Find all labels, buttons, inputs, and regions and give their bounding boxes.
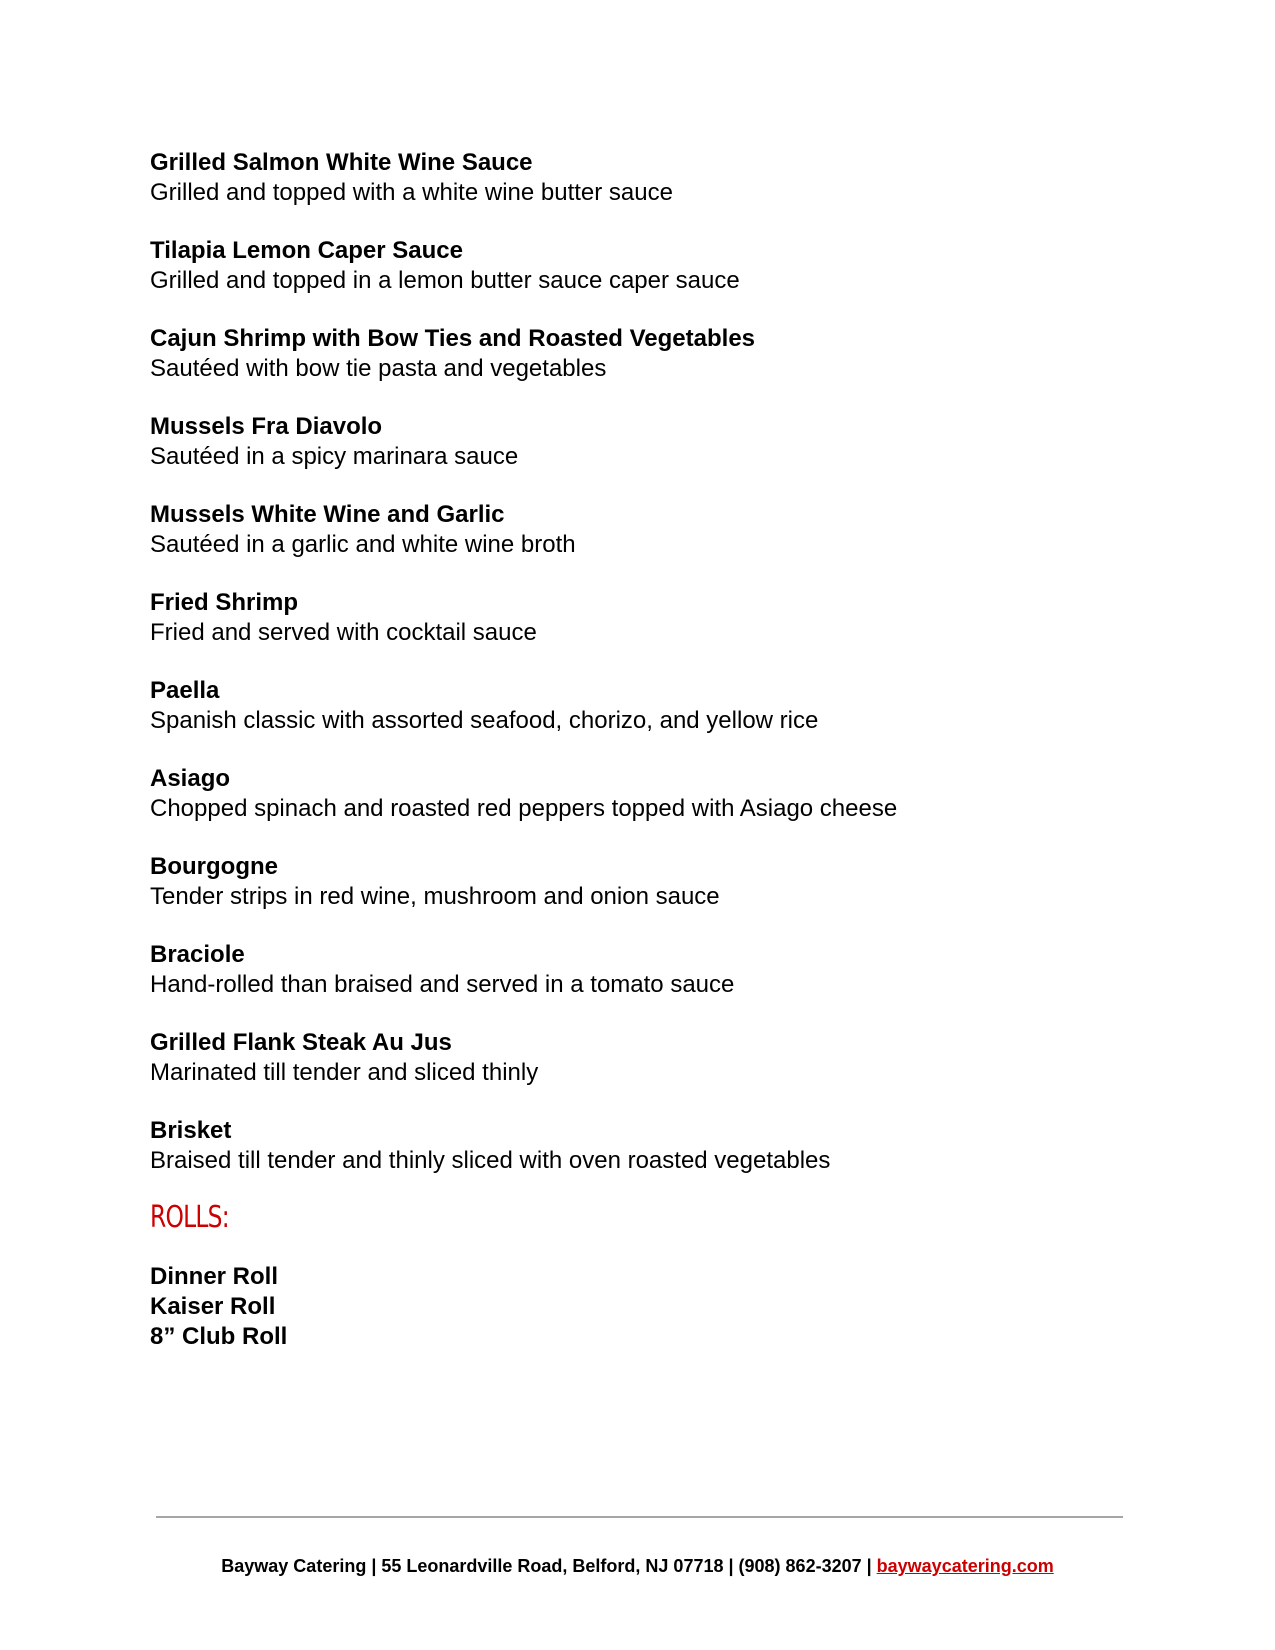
menu-item-name: Cajun Shrimp with Bow Ties and Roasted Vegetables <box>150 325 756 352</box>
menu-item-name: Mussels White Wine and Garlic <box>150 501 505 528</box>
menu-item-description: Grilled and topped in a lemon butter sauce caper sauce <box>150 267 740 294</box>
menu-item-name: Grilled Flank Steak Au Jus <box>150 1029 452 1056</box>
menu-item-name: Braciole <box>150 941 245 968</box>
menu-item <box>150 412 1150 472</box>
menu-item-name: Grilled Salmon White Wine Sauce <box>150 149 533 176</box>
menu-item-description: Sautéed in a garlic and white wine broth <box>150 531 576 558</box>
footer-contact-text: Bayway Catering | 55 Leonardville Road, Belford, NJ 07718 | (908) 862-3207 | <box>221 1556 877 1576</box>
menu-item-description: Spanish classic with assorted seafood, chorizo, and yellow rice <box>150 707 819 734</box>
menu-item-description: Fried and served with cocktail sauce <box>150 619 537 646</box>
menu-item-name: Brisket <box>150 1117 232 1144</box>
menu-item-description: Sautéed in a spicy marinara sauce <box>150 443 519 470</box>
menu-item <box>150 588 1150 648</box>
menu-item-name: Mussels Fra Diavolo <box>150 413 383 440</box>
footer-divider <box>156 1516 1123 1518</box>
rolls-heading: ROLLS: <box>150 1200 229 1235</box>
menu-item-name: Asiago <box>150 765 231 792</box>
menu-item <box>150 1028 1150 1088</box>
menu-item-name: Fried Shrimp <box>150 589 299 616</box>
menu-item <box>150 764 1150 824</box>
menu-item <box>150 940 1150 1000</box>
menu-content <box>150 148 1150 1352</box>
footer <box>0 1554 1275 1578</box>
menu-item-name: Bourgogne <box>150 853 278 880</box>
menu-list <box>150 148 1150 1176</box>
menu-item-name: Paella <box>150 677 220 704</box>
menu-item <box>150 1116 1150 1176</box>
menu-item-description: Sautéed with bow tie pasta and vegetables <box>150 355 607 382</box>
menu-item-description: Tender strips in red wine, mushroom and onion sauce <box>150 883 720 910</box>
menu-item-description: Chopped spinach and roasted red peppers topped with Asiago cheese <box>150 795 898 822</box>
menu-item <box>150 324 1150 384</box>
menu-item <box>150 852 1150 912</box>
menu-item-description: Hand-rolled than braised and served in a tomato sauce <box>150 971 735 998</box>
menu-item-description: Grilled and topped with a white wine butter sauce <box>150 179 673 206</box>
menu-item-description: Marinated till tender and sliced thinly <box>150 1059 539 1086</box>
roll-item: Kaiser Roll <box>150 1293 276 1320</box>
roll-item: 8” Club Roll <box>150 1323 288 1350</box>
menu-item <box>150 500 1150 560</box>
rolls-list <box>150 1262 1150 1352</box>
roll-item: Dinner Roll <box>150 1263 279 1290</box>
menu-item-name: Tilapia Lemon Caper Sauce <box>150 237 463 264</box>
website-link[interactable]: baywaycatering.com <box>876 1556 1054 1576</box>
menu-item <box>150 236 1150 296</box>
menu-item-description: Braised till tender and thinly sliced with oven roasted vegetables <box>150 1147 831 1174</box>
menu-item <box>150 148 1150 208</box>
menu-item <box>150 676 1150 736</box>
